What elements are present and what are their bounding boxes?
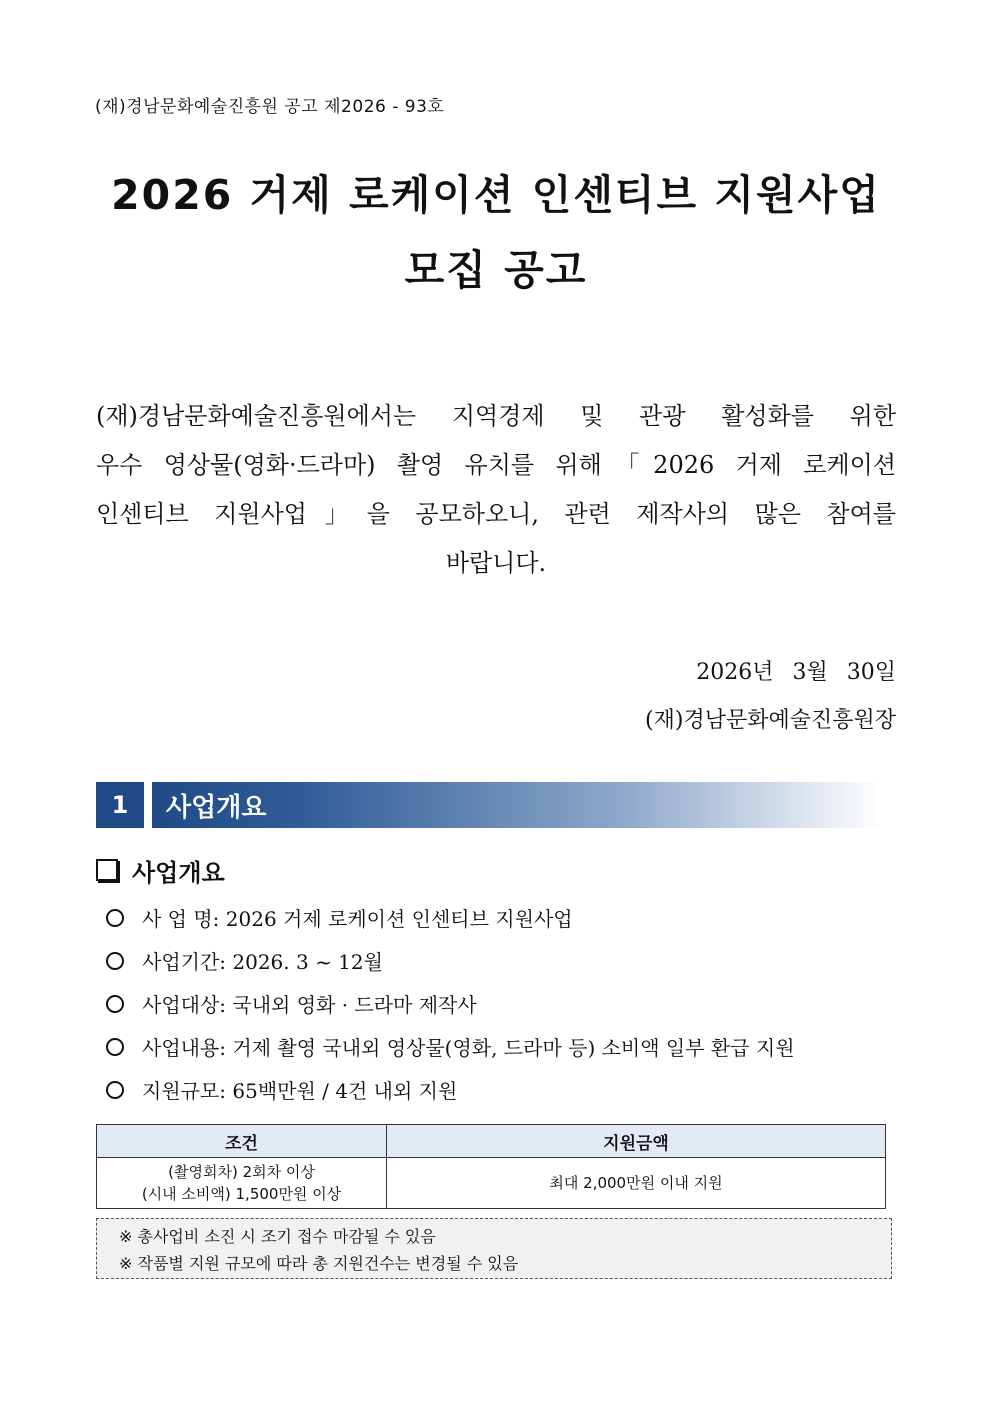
list-item-text: 사업대상: 국내외 영화 · 드라마 제작사 <box>142 993 477 1017</box>
subheading <box>96 853 225 887</box>
document-title-line2: 모집 공고 <box>404 246 588 294</box>
circle-bullet-icon <box>106 909 124 927</box>
intro-line: (재)경남문화예술진흥원에서는 지역경제 및 관광 활성화를 위한 <box>96 402 896 430</box>
section-number: 1 <box>96 782 144 828</box>
table-header-condition: 조건 <box>97 1125 387 1158</box>
table-header-amount: 지원금액 <box>387 1125 886 1158</box>
list-item-text: 사 업 명: 2026 거제 로케이션 인센티브 지원사업 <box>142 907 573 931</box>
notice-number: (재)경남문화예술진흥원 공고 제2026 - 93호 <box>95 97 445 117</box>
section-header-bar <box>96 782 882 828</box>
circle-bullet-icon <box>106 952 124 970</box>
announcement-date: 2026년 3월 30일 <box>696 660 896 685</box>
list-item-text: 사업기간: 2026. 3 ~ 12월 <box>142 950 383 974</box>
list-item <box>106 896 906 939</box>
condition-line: (시내 소비액) 1,500만원 이상 <box>141 1185 342 1203</box>
list-item <box>106 1025 906 1068</box>
table-cell-condition <box>97 1158 387 1209</box>
intro-line: 우수 영상물(영화·드라마) 촬영 유치를 위해「2026 거제 로케이션 <box>96 451 896 479</box>
circle-bullet-icon <box>106 995 124 1013</box>
list-item <box>106 982 906 1025</box>
note-item: ※ 작품별 지원 규모에 따라 총 지원건수는 변경될 수 있음 <box>119 1254 519 1273</box>
circle-bullet-icon <box>106 1081 124 1099</box>
circle-bullet-icon <box>106 1038 124 1056</box>
checkbox-square-icon <box>96 859 118 881</box>
intro-paragraph <box>96 392 896 588</box>
notes-box <box>96 1218 892 1279</box>
list-item-text: 지원규모: 65백만원 / 4건 내외 지원 <box>142 1079 458 1103</box>
condition-line: (촬영회차) 2회차 이상 <box>168 1163 315 1181</box>
intro-line: 바랍니다. <box>445 549 547 577</box>
table-header-row <box>97 1125 886 1158</box>
list-item-text: 사업내용: 거제 촬영 국내외 영상물(영화, 드라마 등) 소비액 일부 환급 지원 <box>142 1036 795 1060</box>
intro-line: 인센티브 지원사업」을 공모하오니, 관련 제작사의 많은 참여를 <box>96 500 896 528</box>
document-title-line1: 2026 거제 로케이션 인센티브 지원사업 <box>111 171 881 219</box>
table-row <box>97 1158 886 1209</box>
section-title: 사업개요 <box>152 782 882 828</box>
overview-list <box>106 896 906 1111</box>
support-table <box>96 1124 886 1209</box>
list-item <box>106 1068 906 1111</box>
subheading-title: 사업개요 <box>132 858 225 887</box>
table-cell-amount: 최대 2,000만원 이내 지원 <box>387 1158 886 1209</box>
list-item <box>106 939 906 982</box>
issuer-name: (재)경남문화예술진흥원장 <box>645 708 896 733</box>
note-item: ※ 총사업비 소진 시 조기 접수 마감될 수 있음 <box>119 1227 436 1246</box>
